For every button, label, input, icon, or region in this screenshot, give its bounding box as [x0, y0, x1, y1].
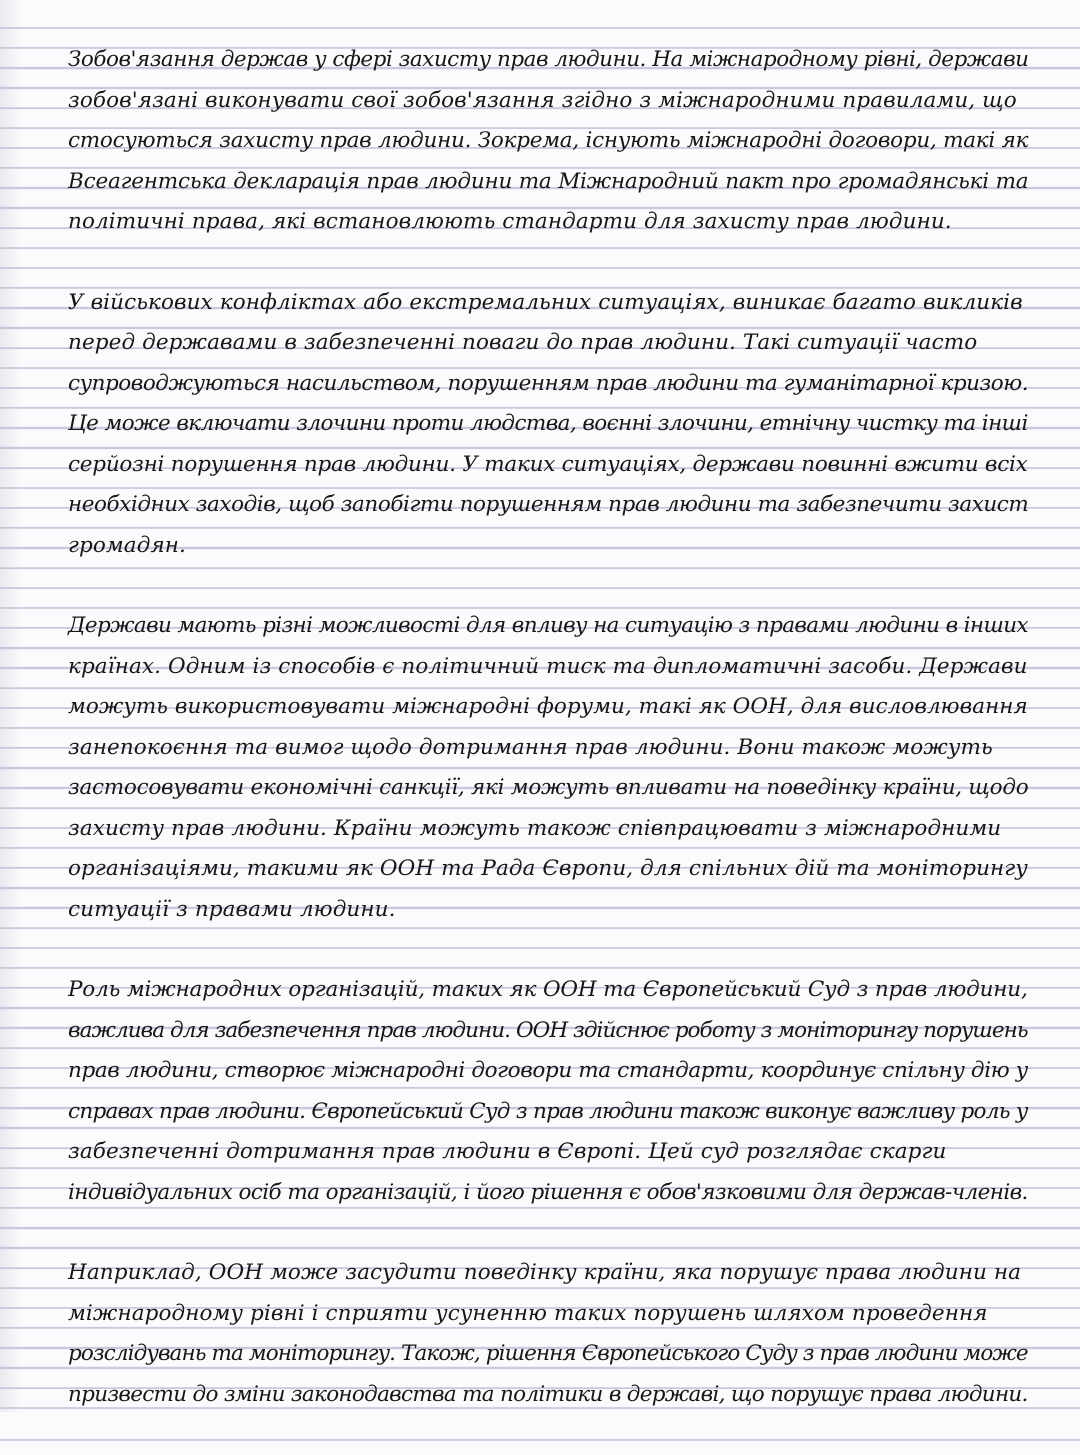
- text-line: необхідних заходів, щоб запобігти порушенням прав людини та забезпечити захист: [68, 492, 1029, 517]
- text-line: прав людини, створює міжнародні договори та стандарти, координує спільну дію у: [68, 1058, 1028, 1083]
- paragraph-example: [68, 1253, 1028, 1415]
- text-line: Всеагентська декларація прав людини та Міжнародний пакт про громадянські та: [68, 168, 1029, 194]
- text-line: стосуються захисту прав людини. Зокрема, існують міжнародні договори, такі як: [68, 128, 1029, 153]
- text-line: важлива для забезпечення прав людини. ООН здійснює роботу з моніторингу порушень: [68, 1017, 1028, 1043]
- text-line: країнах. Одним із способів є політичний тиск та дипломатичні засоби. Держави: [68, 653, 1028, 679]
- text-line: захисту прав людини. Країни можуть також співпрацювати з міжнародними: [68, 815, 1002, 841]
- text-line: призвести до зміни законодавства та політики в державі, що порушує права людини.: [68, 1381, 1028, 1407]
- text-line: Наприклад, ООН може засудити поведінку країни, яка порушує права людини на: [68, 1260, 1022, 1285]
- text-line: перед державами в забезпеченні поваги до прав людини. Такі ситуації часто: [68, 330, 978, 355]
- text-line: політичні права, які встановлюють стандарти для захисту прав людини.: [68, 209, 952, 234]
- text-line: можуть використовувати міжнародні форуми, такі як ООН, для висловлювання: [68, 694, 1028, 719]
- paragraph-state-obligations: [68, 40, 1028, 243]
- text-line: Це може включати злочини проти людства, воєнні злочини, етнічну чистку та інші: [68, 411, 1028, 436]
- text-line: Зобов'язання держав у сфері захисту прав людини. На міжнародному рівні, держави: [68, 47, 1029, 72]
- text-line: занепокоєння та вимог щодо дотримання прав людини. Вони також можуть: [68, 734, 993, 760]
- paragraph-international-organizations: [68, 970, 1028, 1213]
- text-line: ситуації з правами людини.: [68, 896, 396, 922]
- text-line: громадян.: [68, 532, 186, 558]
- text-line: розслідувань та моніторингу. Також, рішення Європейського Суду з прав людини може: [68, 1341, 1028, 1366]
- text-line: міжнародному рівні і сприяти усуненню таких порушень шляхом проведення: [68, 1300, 988, 1326]
- text-line: Держави мають різні можливості для впливу на ситуацію з правами людини в інших: [68, 613, 1028, 638]
- text-line: застосовувати економічні санкції, які можуть впливати на поведінку країни, щодо: [68, 775, 1029, 800]
- text-line: зобов'язані виконувати свої зобов'язання згідно з міжнародними правилами, що: [68, 87, 1017, 113]
- text-line: серйозні порушення прав людини. У таких ситуаціях, держави повинні вжити всіх: [68, 451, 1028, 477]
- text-line: індивідуальних осіб та організацій, і його рішення є обов'язковими для держав-членів.: [68, 1179, 1028, 1205]
- text-line: У військових конфліктах або екстремальних ситуаціях, виникає багато викликів: [68, 289, 1023, 315]
- text-line: організаціями, такими як ООН та Рада Європи, для спільних дій та моніторингу: [68, 856, 1028, 881]
- paragraph-military-conflicts: [68, 283, 1028, 567]
- handwritten-text: [68, 40, 1028, 1455]
- text-line: справах прав людини. Європейський Суд з прав людини також виконує важливу роль у: [68, 1098, 1028, 1124]
- text-line: супроводжуються насильством, порушенням прав людини та гуманітарної кризою.: [68, 370, 1029, 396]
- paragraph-influence-options: [68, 606, 1028, 930]
- text-line: забезпеченні дотримання прав людини в Європі. Цей суд розглядає скарги: [68, 1139, 947, 1164]
- text-line: Роль міжнародних організацій, таких як ООН та Європейський Суд з прав людини,: [68, 977, 1028, 1002]
- page-edge-shadow: [0, 0, 22, 1412]
